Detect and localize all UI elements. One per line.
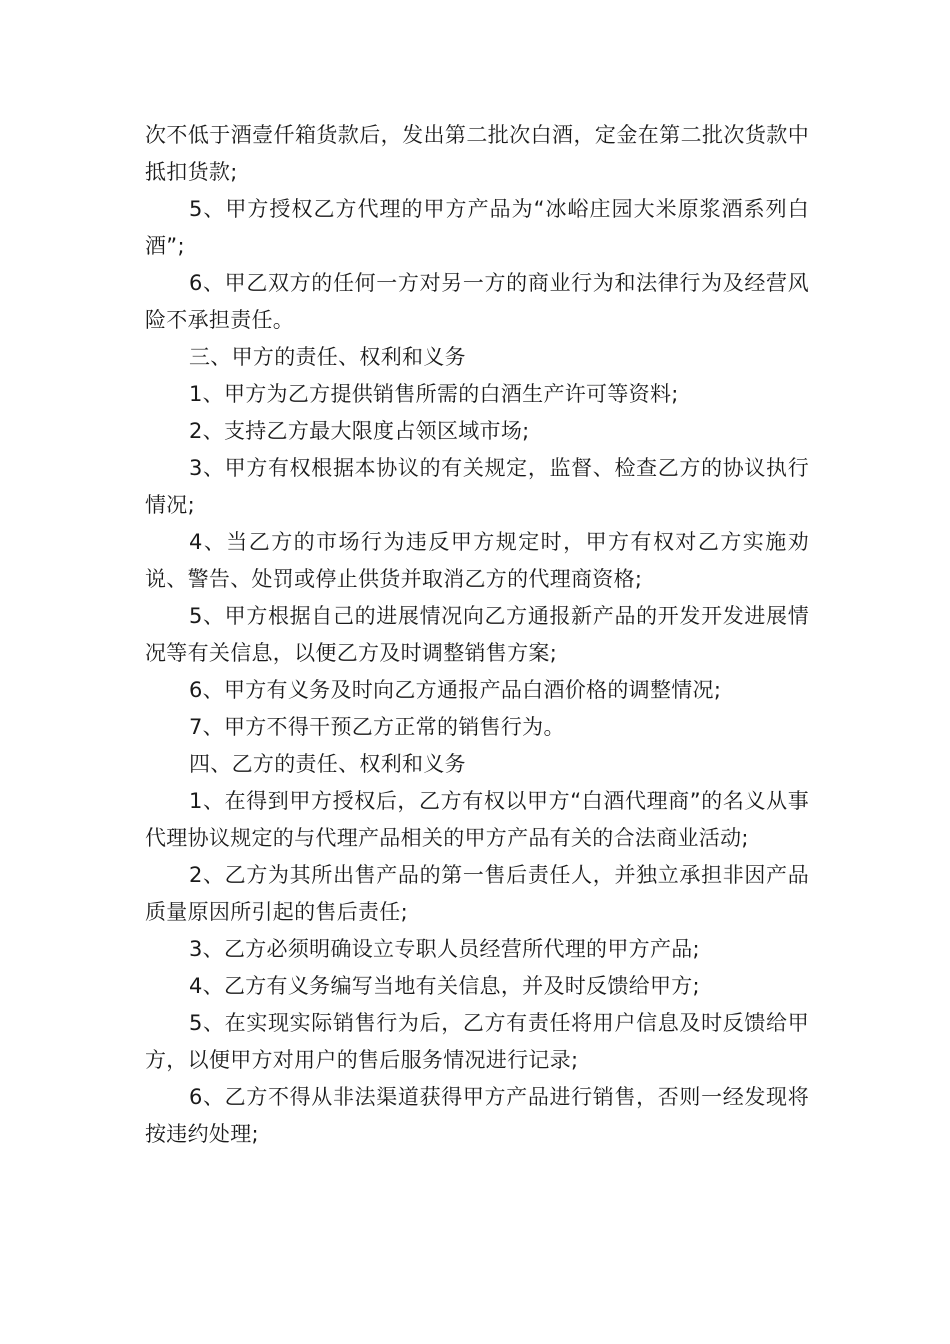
clause-authorized-product: 5、甲方授权乙方代理的甲方产品为“冰峪庄园大米原浆酒系列白酒”; [145, 197, 809, 258]
party-b-clause-5: 5、在实现实际销售行为后，乙方有责任将用户信息及时反馈给甲方，以便甲方对用户的售后服务情况进行记录; [145, 1011, 809, 1072]
party-a-clause-3: 3、甲方有权根据本协议的有关规定，监督、检查乙方的协议执行情况; [145, 456, 809, 517]
section-heading-party-a: 三、甲方的责任、权利和义务 [189, 345, 466, 369]
party-a-clause-2: 2、支持乙方最大限度占领区域市场; [189, 419, 530, 443]
paragraph-continuation: 次不低于酒壹仟箱货款后，发出第二批次白酒，定金在第二批次货款中抵扣货款; [145, 123, 809, 184]
party-b-clause-3: 3、乙方必须明确设立专职人员经营所代理的甲方产品; [189, 937, 700, 961]
document-page [145, 117, 809, 1153]
party-a-clause-6: 6、甲方有义务及时向乙方通报产品白酒价格的调整情况; [189, 678, 722, 702]
party-a-clause-5: 5、甲方根据自己的进展情况向乙方通报新产品的开发开发进展情况等有关信息，以便乙方及时调整销售方案; [145, 604, 809, 665]
party-a-clause-7: 7、甲方不得干预乙方正常的销售行为。 [189, 715, 565, 739]
clause-no-liability: 6、甲乙双方的任何一方对另一方的商业行为和法律行为及经营风险不承担责任。 [145, 271, 809, 332]
section-heading-party-b: 四、乙方的责任、权利和义务 [189, 752, 466, 776]
party-b-clause-2: 2、乙方为其所出售产品的第一售后责任人，并独立承担非因产品质量原因所引起的售后责任; [145, 863, 809, 924]
party-a-clause-4: 4、当乙方的市场行为违反甲方规定时，甲方有权对乙方实施劝说、警告、处罚或停止供货并取消乙方的代理商资格; [145, 530, 809, 591]
party-b-clause-1: 1、在得到甲方授权后，乙方有权以甲方“白酒代理商”的名义从事代理协议规定的与代理产品相关的甲方产品有关的合法商业活动; [145, 789, 809, 850]
party-a-clause-1: 1、甲方为乙方提供销售所需的白酒生产许可等资料; [189, 382, 679, 406]
party-b-clause-6: 6、乙方不得从非法渠道获得甲方产品进行销售，否则一经发现将按违约处理; [145, 1085, 809, 1146]
party-b-clause-4: 4、乙方有义务编写当地有关信息，并及时反馈给甲方; [189, 974, 700, 998]
